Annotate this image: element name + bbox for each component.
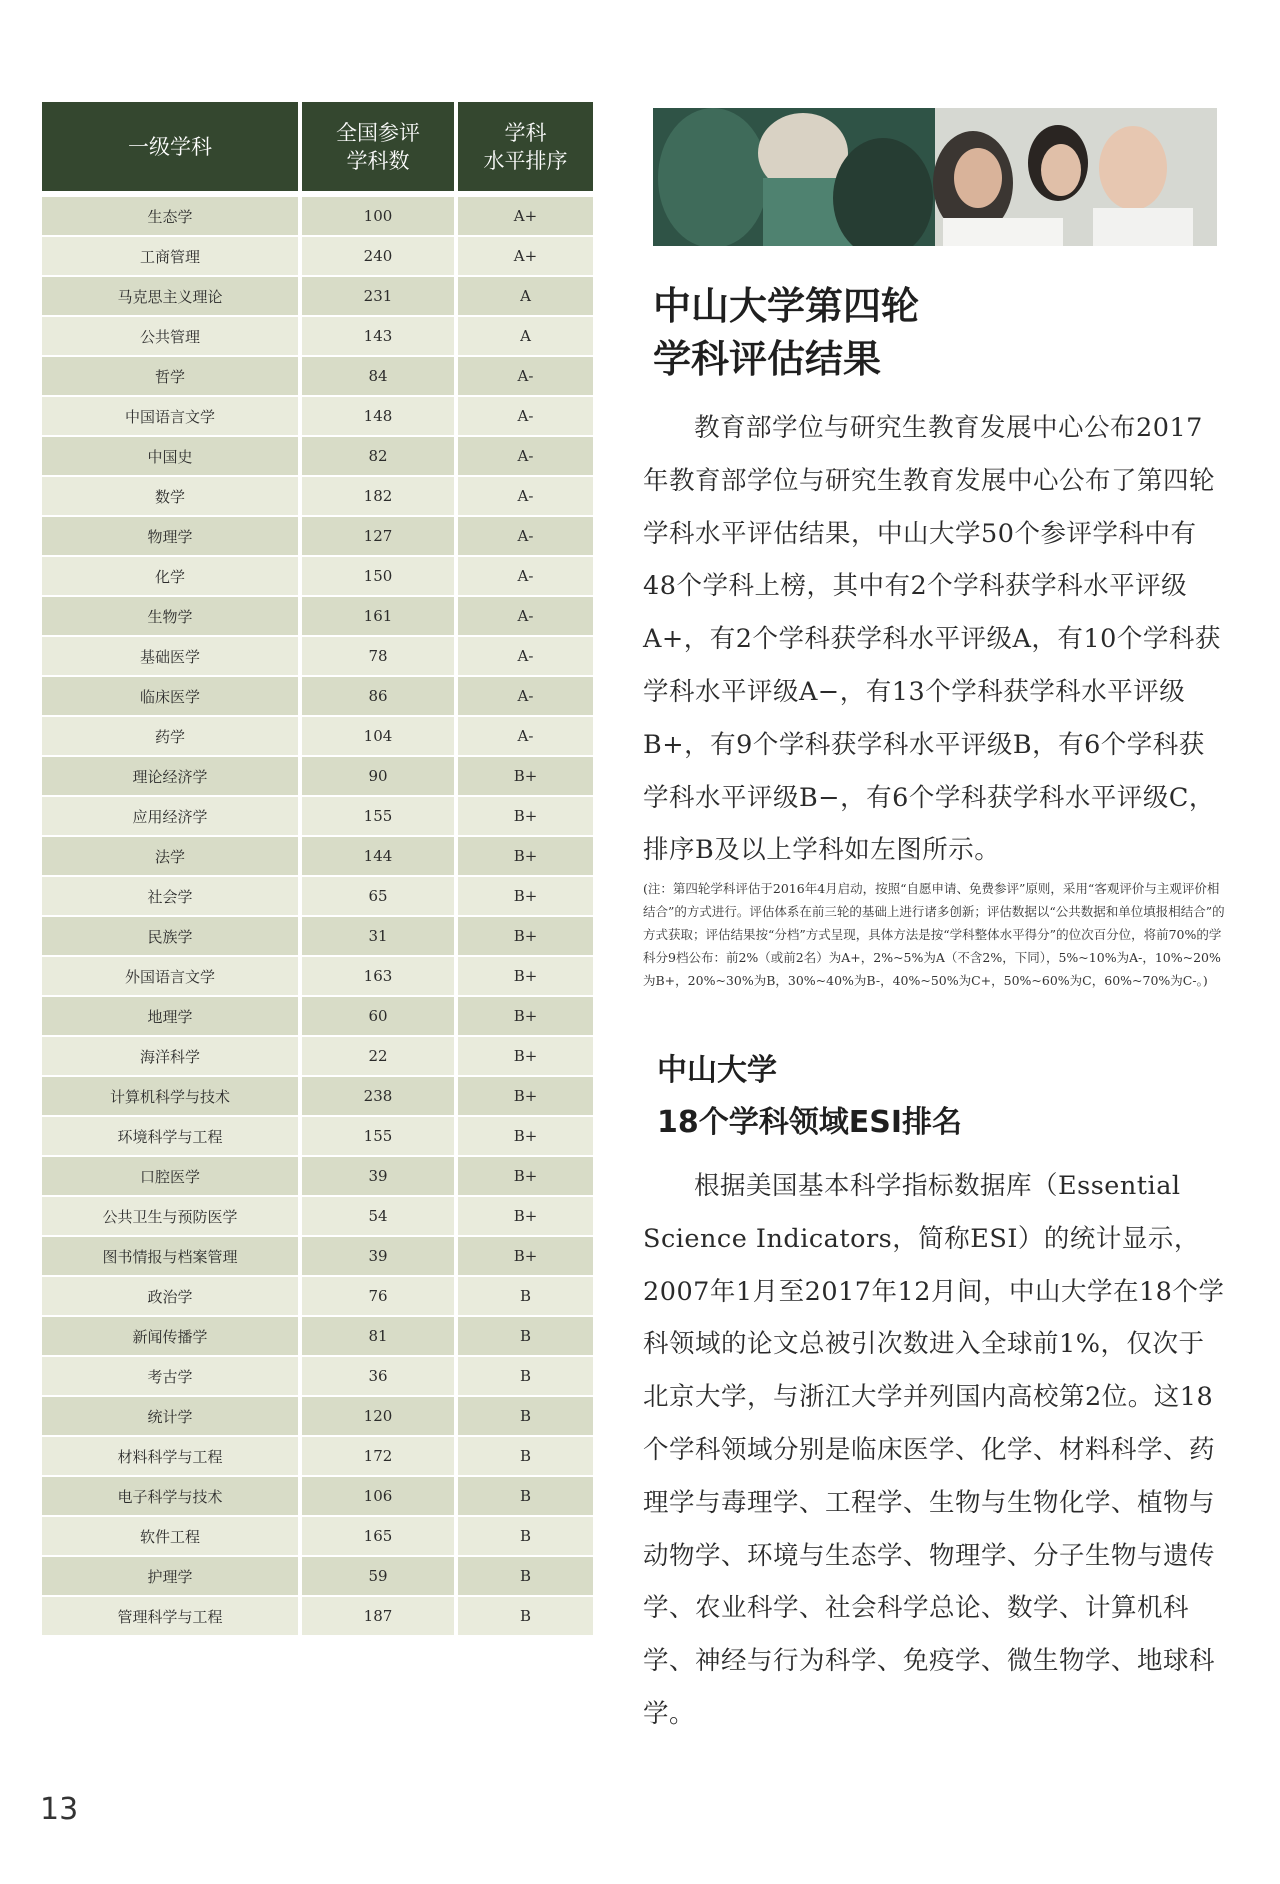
cell-subject: 公共卫生与预防医学 [42, 1196, 300, 1236]
cell-grade: B [456, 1556, 593, 1596]
cell-subject: 马克思主义理论 [42, 276, 300, 316]
cell-count: 65 [300, 876, 456, 916]
cell-grade: B [456, 1436, 593, 1476]
cell-count: 39 [300, 1236, 456, 1276]
table-row [42, 1236, 593, 1276]
cell-subject: 外国语言文学 [42, 956, 300, 996]
table-row [42, 1436, 593, 1476]
cell-count: 165 [300, 1516, 456, 1556]
cell-subject: 物理学 [42, 516, 300, 556]
cell-subject: 新闻传播学 [42, 1316, 300, 1356]
table-row [42, 236, 593, 276]
cell-grade: B [456, 1276, 593, 1316]
cell-count: 104 [300, 716, 456, 756]
cell-grade: B [456, 1476, 593, 1516]
cell-grade: B+ [456, 1076, 593, 1116]
cell-count: 31 [300, 916, 456, 956]
cell-subject: 图书情报与档案管理 [42, 1236, 300, 1276]
cell-subject: 考古学 [42, 1356, 300, 1396]
cell-count: 155 [300, 796, 456, 836]
table-row [42, 1116, 593, 1156]
cell-subject: 应用经济学 [42, 796, 300, 836]
cell-grade: B+ [456, 956, 593, 996]
table-row [42, 916, 593, 956]
cell-grade: A- [456, 676, 593, 716]
cell-grade: A [456, 316, 593, 356]
cell-subject: 社会学 [42, 876, 300, 916]
cell-subject: 中国语言文学 [42, 396, 300, 436]
table-row [42, 716, 593, 756]
cell-count: 78 [300, 636, 456, 676]
cell-grade: A [456, 276, 593, 316]
table-row [42, 556, 593, 596]
table-row [42, 396, 593, 436]
cell-count: 231 [300, 276, 456, 316]
table-row [42, 194, 593, 236]
evaluation-table [42, 102, 593, 1635]
cell-subject: 临床医学 [42, 676, 300, 716]
cell-grade: B [456, 1596, 593, 1635]
cell-grade: A- [456, 516, 593, 556]
cell-subject: 化学 [42, 556, 300, 596]
cell-count: 82 [300, 436, 456, 476]
table-row [42, 1276, 593, 1316]
cell-count: 76 [300, 1276, 456, 1316]
table-row [42, 1196, 593, 1236]
cell-subject: 政治学 [42, 1276, 300, 1316]
cell-grade: B+ [456, 796, 593, 836]
table-row [42, 1036, 593, 1076]
cell-subject: 生态学 [42, 194, 300, 236]
cell-count: 150 [300, 556, 456, 596]
photo-illustration [653, 108, 1217, 246]
table-row [42, 636, 593, 676]
table-row [42, 1316, 593, 1356]
table-row [42, 1476, 593, 1516]
cell-subject: 地理学 [42, 996, 300, 1036]
cell-grade: A+ [456, 236, 593, 276]
cell-count: 59 [300, 1556, 456, 1596]
cell-subject: 口腔医学 [42, 1156, 300, 1196]
cell-count: 60 [300, 996, 456, 1036]
cell-grade: A- [456, 596, 593, 636]
cell-count: 163 [300, 956, 456, 996]
table-row [42, 1076, 593, 1116]
cell-count: 127 [300, 516, 456, 556]
table-row [42, 796, 593, 836]
table-row [42, 996, 593, 1036]
cell-grade: A- [456, 556, 593, 596]
cell-subject: 电子科学与技术 [42, 1476, 300, 1516]
cell-subject: 生物学 [42, 596, 300, 636]
section2-paragraph: 根据美国基本科学指标数据库（Essential Science Indicators，简称ESI）的统计显示，2007年1月至2017年12月间，中山大学在18个学科领域的论文总被引次数进入全球前1%，仅次于北京大学，与浙江大学并列国内高校第2位。这18个学科领域分别是临床医学、化学、材料科学、药理学与毒理学、工程学、生物与生物化学、植物与动物学、环境与生态学、物理学、分子生物与遗传学、农业科学、社会科学总论、数学、计算机科学、神经与行为科学、免疫学、微生物学、地球科学。 [643, 1171, 1225, 1729]
cell-grade: B [456, 1316, 593, 1356]
table-row [42, 876, 593, 916]
cell-grade: B+ [456, 916, 593, 956]
cell-grade: A- [456, 476, 593, 516]
cell-count: 143 [300, 316, 456, 356]
table-row [42, 1156, 593, 1196]
cell-count: 22 [300, 1036, 456, 1076]
cell-count: 120 [300, 1396, 456, 1436]
table-row [42, 1356, 593, 1396]
cell-count: 100 [300, 194, 456, 236]
cell-grade: B [456, 1396, 593, 1436]
table-body [42, 194, 593, 1635]
cell-count: 144 [300, 836, 456, 876]
table-row [42, 476, 593, 516]
cell-subject: 环境科学与工程 [42, 1116, 300, 1156]
cell-grade: B+ [456, 1156, 593, 1196]
table-row [42, 1516, 593, 1556]
cell-grade: A- [456, 436, 593, 476]
cell-count: 172 [300, 1436, 456, 1476]
header-count: 全国参评 学科数 [300, 102, 456, 194]
cell-count: 240 [300, 236, 456, 276]
cell-subject: 哲学 [42, 356, 300, 396]
cell-subject: 中国史 [42, 436, 300, 476]
table-row [42, 276, 593, 316]
section1-note: (注：第四轮学科评估于2016年4月启动，按照“自愿申请、免费参评”原则，采用“客观评价与主观评价相结合”的方式进行。评估体系在前三轮的基础上进行诸多创新；评估数据以“公共数据和单位填报相结合”的方式获取；评估结果按“分档”方式呈现，具体方法是按“学科整体水平得分”的位次百分位，将前70%的学科分9档公布：前2%（或前2名）为A+，2%~5%为A（不含2%，下同），5%~10%为A-，10%~20%为B+，20%~30%为B，30%~40%为B-，40%~50%为C+，50%~60%为C，60%~70%为C-。) [643, 881, 1225, 988]
table-row [42, 316, 593, 356]
table-row [42, 596, 593, 636]
cell-count: 155 [300, 1116, 456, 1156]
cell-subject: 理论经济学 [42, 756, 300, 796]
header-discipline: 一级学科 [42, 102, 300, 194]
cell-count: 39 [300, 1156, 456, 1196]
cell-count: 148 [300, 396, 456, 436]
cell-grade: B [456, 1356, 593, 1396]
table-row [42, 516, 593, 556]
cell-count: 187 [300, 1596, 456, 1635]
cell-subject: 数学 [42, 476, 300, 516]
cell-grade: B+ [456, 1036, 593, 1076]
table-row [42, 676, 593, 716]
cell-grade: A- [456, 356, 593, 396]
cell-count: 36 [300, 1356, 456, 1396]
table-row [42, 1596, 593, 1635]
cell-count: 90 [300, 756, 456, 796]
section1-title-line2: 学科评估结果 [653, 337, 882, 381]
cell-subject: 公共管理 [42, 316, 300, 356]
cell-grade: B+ [456, 996, 593, 1036]
section2-title-line2: 18个学科领域ESI排名 [657, 1105, 963, 1140]
cell-grade: A+ [456, 194, 593, 236]
table-row [42, 356, 593, 396]
cell-grade: B [456, 1516, 593, 1556]
cell-subject: 管理科学与工程 [42, 1596, 300, 1635]
table-header-row [42, 102, 593, 194]
cell-subject: 计算机科学与技术 [42, 1076, 300, 1116]
cell-subject: 材料科学与工程 [42, 1436, 300, 1476]
cell-count: 54 [300, 1196, 456, 1236]
cell-subject: 基础医学 [42, 636, 300, 676]
cell-subject: 海洋科学 [42, 1036, 300, 1076]
section1-title-line1: 中山大学第四轮 [653, 284, 920, 328]
cell-count: 86 [300, 676, 456, 716]
table-row [42, 956, 593, 996]
cell-count: 84 [300, 356, 456, 396]
cell-grade: B+ [456, 836, 593, 876]
cell-grade: B+ [456, 876, 593, 916]
cell-count: 106 [300, 1476, 456, 1516]
cell-grade: A- [456, 396, 593, 436]
section1-paragraph: 教育部学位与研究生教育发展中心公布2017年教育部学位与研究生教育发展中心公布了第四轮学科水平评估结果，中山大学50个参评学科中有48个学科上榜，其中有2个学科获学科水平评级A+，有2个学科获学科水平评级A，有10个学科获学科水平评级A−，有13个学科获学科水平评级B+，有9个学科获学科水平评级B，有6个学科获学科水平评级B−，有6个学科获学科水平评级C，排序B及以上学科如左图所示。 [643, 413, 1221, 866]
discipline-table [42, 102, 593, 1635]
cell-count: 81 [300, 1316, 456, 1356]
cell-subject: 药学 [42, 716, 300, 756]
cell-grade: B+ [456, 756, 593, 796]
table-row [42, 836, 593, 876]
table-row [42, 756, 593, 796]
header-grade: 学科 水平排序 [456, 102, 593, 194]
table-row [42, 436, 593, 476]
cell-subject: 民族学 [42, 916, 300, 956]
table-row [42, 1396, 593, 1436]
page-number: 13 [40, 1792, 79, 1827]
cell-subject: 统计学 [42, 1396, 300, 1436]
cell-count: 238 [300, 1076, 456, 1116]
cell-subject: 工商管理 [42, 236, 300, 276]
cell-subject: 护理学 [42, 1556, 300, 1596]
cell-grade: B+ [456, 1236, 593, 1276]
cell-count: 182 [300, 476, 456, 516]
cell-grade: A- [456, 636, 593, 676]
cell-grade: B+ [456, 1116, 593, 1156]
table-row [42, 1556, 593, 1596]
cell-subject: 法学 [42, 836, 300, 876]
cell-count: 161 [300, 596, 456, 636]
cell-grade: A- [456, 716, 593, 756]
cell-subject: 软件工程 [42, 1516, 300, 1556]
cell-grade: B+ [456, 1196, 593, 1236]
header-photo [653, 108, 1217, 246]
section2-title-line1: 中山大学 [657, 1053, 777, 1088]
